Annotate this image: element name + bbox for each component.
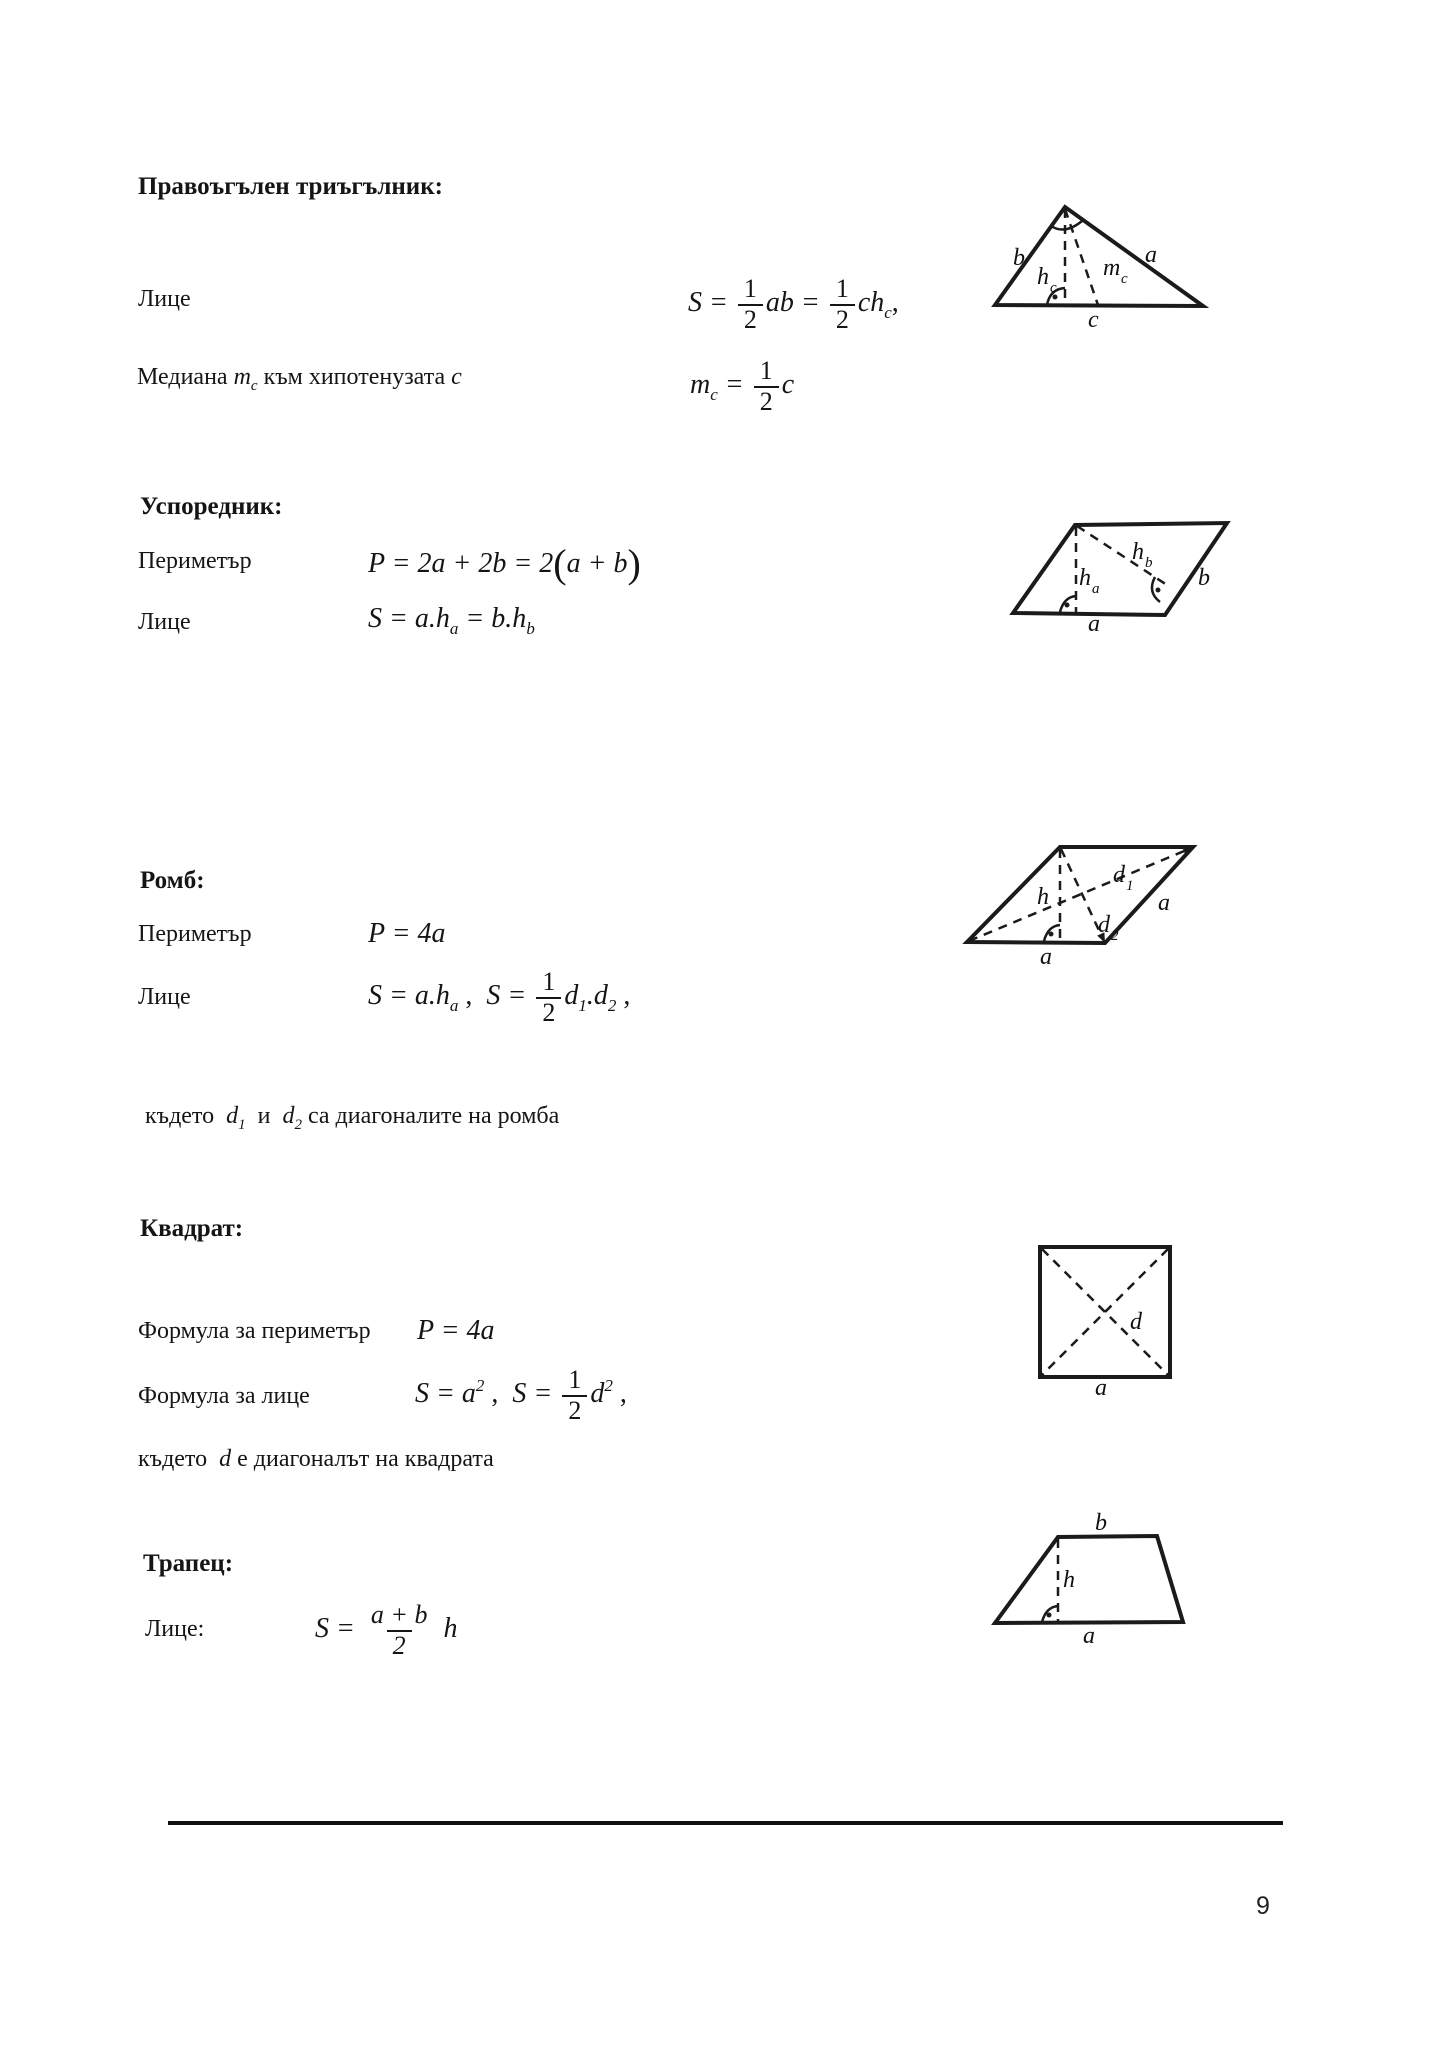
label-base-a: a	[1088, 611, 1100, 637]
rhombus-note: където $d_1$ и $d_2$ са диагоналите на ромба	[145, 1103, 560, 1133]
parallelogram-area-formula: $S = a.h_a = b.h_b$	[368, 603, 535, 638]
trapezoid-heading: Трапец:	[143, 1550, 234, 1577]
triangle-median-formula: $m_c$ = $\frac{1}{2}$ c	[690, 356, 795, 416]
rhombus-figure	[955, 835, 1205, 970]
footer-rule	[168, 1821, 1283, 1825]
trapezoid-area-formula: S = $\frac{a + b}{2}$ h	[315, 1600, 458, 1660]
right-angle-dot-b	[1156, 588, 1161, 593]
label-median-sub: c	[1121, 271, 1128, 287]
parallelogram-figure	[1000, 505, 1245, 640]
label-base-a: a	[1095, 1375, 1107, 1398]
right-angle-dot	[1047, 1613, 1052, 1618]
label-height-b: h	[1132, 539, 1144, 565]
parallelogram-area-label: Лице	[138, 609, 191, 635]
label-side-a: a	[1145, 242, 1157, 268]
square-figure	[1035, 1240, 1175, 1398]
diagonal-1-line	[969, 849, 1189, 941]
square-area-label: Формула за лице	[138, 1383, 310, 1409]
square-perimeter-label: Формула за периметър	[138, 1318, 371, 1344]
label-height-sub: c	[1050, 280, 1057, 296]
parallelogram-perimeter-label: Периметър	[138, 548, 252, 574]
diagonal-2-line	[1061, 849, 1103, 939]
triangle-outline	[995, 207, 1203, 306]
label-height-b-sub: b	[1145, 555, 1153, 571]
right-angle-dot-a	[1065, 603, 1070, 608]
label-median: m	[1103, 255, 1121, 281]
label-height-a: h	[1079, 565, 1091, 591]
trapezoid-figure	[983, 1503, 1198, 1658]
rhombus-heading: Ромб:	[140, 867, 205, 894]
rhombus-area-label: Лице	[138, 984, 191, 1010]
trapezoid-outline	[995, 1536, 1183, 1623]
label-d1: d	[1113, 862, 1125, 888]
label-height-h: h	[1063, 1567, 1075, 1593]
triangle-figure	[985, 195, 1215, 335]
label-d1-sub: 1	[1126, 878, 1134, 894]
parallelogram-outline	[1013, 523, 1227, 615]
label-base-c: c	[1088, 307, 1099, 333]
parallelogram-perimeter-formula: P = 2a + 2b = 2(a + b)	[368, 541, 641, 586]
label-d2-sub: 2	[1111, 928, 1119, 944]
triangle-area-formula: S = $\frac{1}{2}$ ab = $\frac{1}{2}$ $ch_c$,	[688, 274, 899, 334]
square-area-formula: $S = a^2$ , S = $\frac{1}{2}$ $d^2$ ,	[415, 1365, 627, 1425]
label-height: h	[1037, 884, 1049, 910]
label-height: h	[1037, 264, 1049, 290]
square-note: където d е диагоналът на квадрата	[138, 1446, 494, 1472]
label-height-a-sub: a	[1092, 581, 1100, 597]
triangle-area-label: Лице	[138, 286, 191, 312]
rhombus-perimeter-formula: P = 4a	[368, 918, 446, 949]
label-diagonal-d: d	[1130, 1309, 1142, 1335]
rhombus-area-formula: $S = a.h_a$ , S = $\frac{1}{2}$ $d_1.d_2$ ,	[368, 967, 631, 1027]
parallelogram-heading: Успоредник:	[140, 493, 283, 520]
label-side-b: b	[1013, 245, 1025, 271]
label-side-a: a	[1158, 890, 1170, 916]
triangle-heading: Правоъгълен триъгълник:	[138, 173, 443, 200]
label-base-a: a	[1040, 944, 1052, 970]
trapezoid-area-label: Лице:	[145, 1616, 205, 1642]
page-number: 9	[1256, 1892, 1270, 1920]
triangle-median-label: Медиана $m_c$ към хипотенузата c	[137, 364, 462, 394]
triangle-median-line	[1065, 209, 1098, 305]
rhombus-perimeter-label: Периметър	[138, 921, 252, 947]
square-perimeter-formula: P = 4a	[417, 1315, 495, 1346]
label-top-b: b	[1095, 1510, 1107, 1536]
label-d2: d	[1098, 912, 1110, 938]
right-angle-dot	[1049, 932, 1054, 937]
label-side-b: b	[1198, 565, 1210, 591]
label-base-a: a	[1083, 1623, 1095, 1649]
square-heading: Квадрат:	[140, 1215, 244, 1242]
